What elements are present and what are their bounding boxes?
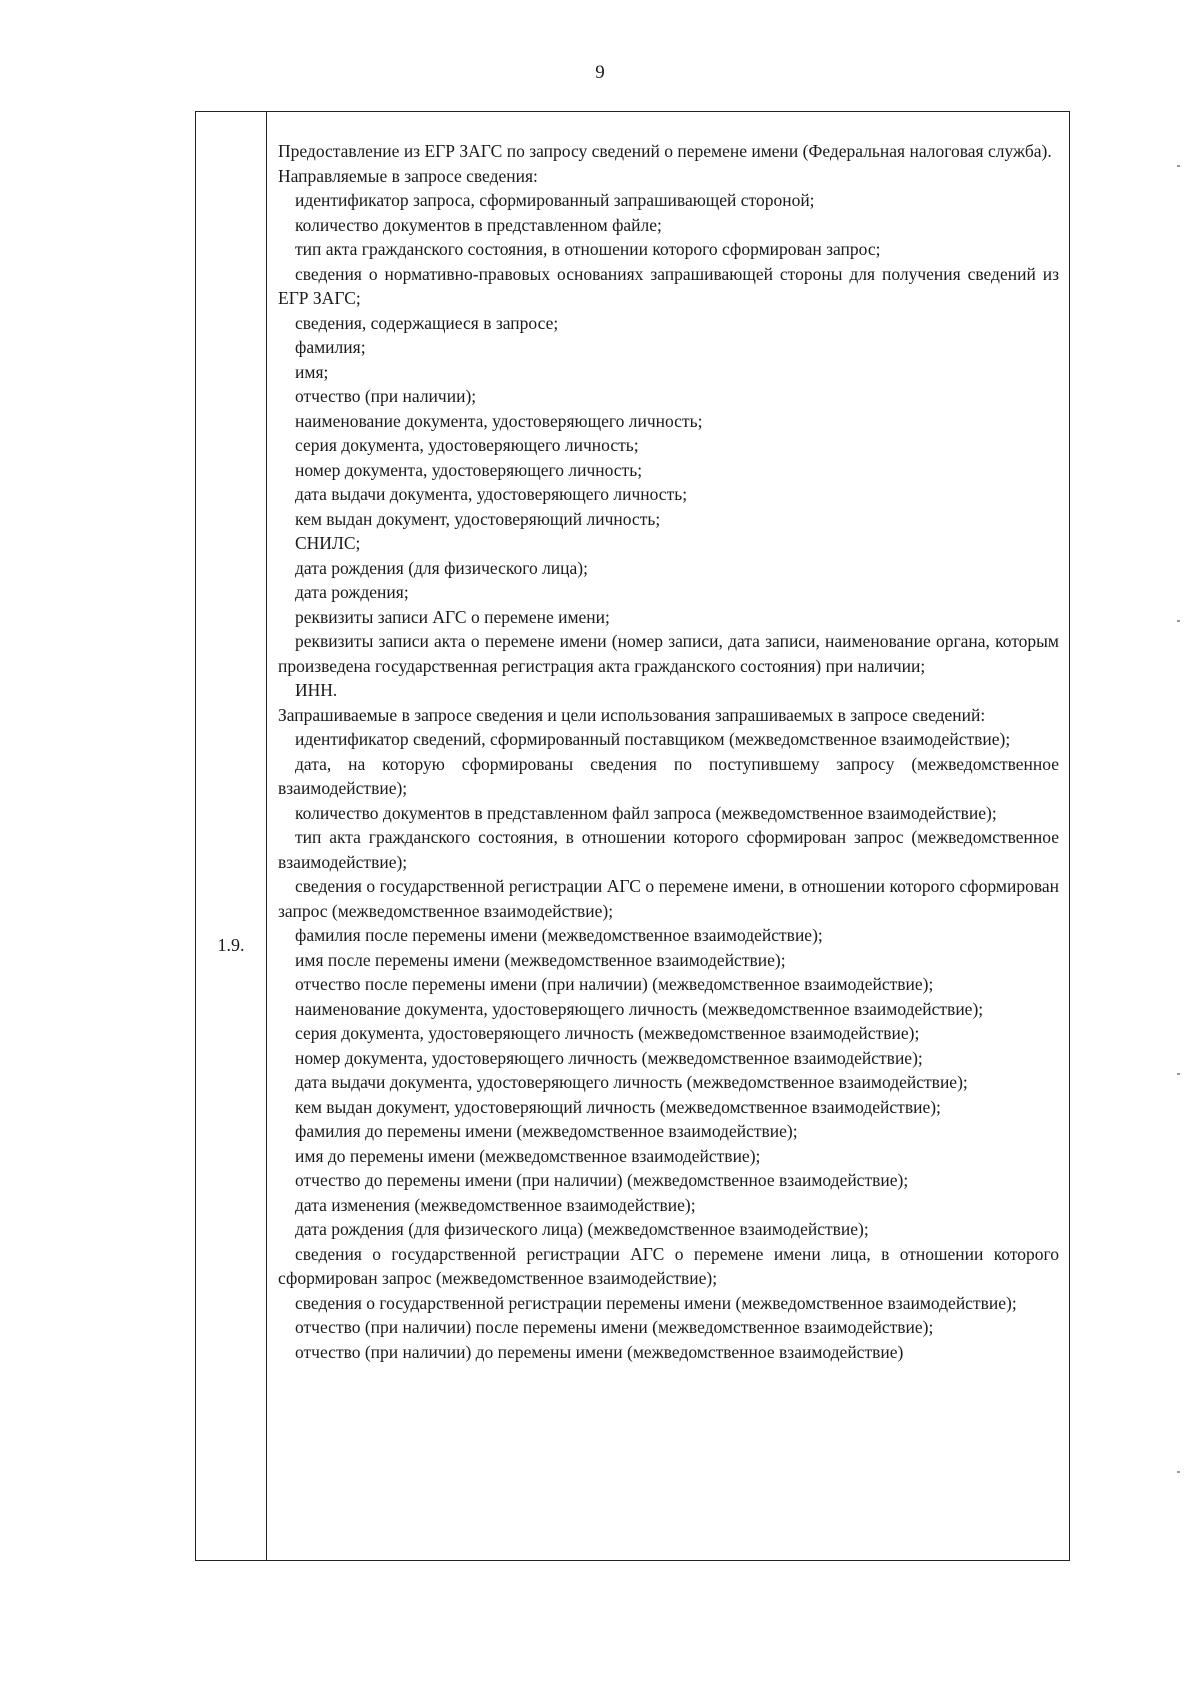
content-paragraph: фамилия после перемены имени (межведомственное взаимодействие);	[295, 925, 823, 945]
content-paragraph: отчество (при наличии) до перемены имени (межведомственное взаимодействие)	[295, 1341, 904, 1362]
content-paragraph: сведения, содержащиеся в запросе;	[295, 312, 559, 333]
content-paragraph: фамилия;	[295, 337, 366, 357]
row-number: 1.9.	[217, 935, 245, 955]
content-paragraph: тип акта гражданского состояния, в отношении которого сформирован запрос (межведомственное взаимодействие);	[278, 827, 1059, 872]
content-paragraph: дата изменения (межведомственное взаимодействие);	[295, 1194, 696, 1215]
row-content	[278, 139, 1059, 1364]
content-paragraph: номер документа, удостоверяющего личность (межведомственное взаимодействие);	[295, 1047, 923, 1068]
content-paragraph: сведения о государственной регистрации перемены имени (межведомственное взаимодействие);	[295, 1292, 1017, 1313]
content-paragraph: сведения о государственной регистрации АГС о перемене имени, в отношении которого сформирован запрос (межведомственное взаимодействие);	[278, 876, 1059, 921]
content-paragraph: реквизиты записи акта о перемене имени (номер записи, дата записи, наименование органа, которым произведена государственная регистрация акта гражданского состояния) при наличии;	[278, 631, 1059, 676]
content-paragraph: количество документов в представленном файл запроса (межведомственное взаимодействие);	[295, 802, 997, 823]
content-paragraph: отчество до перемены имени (при наличии) (межведомственное взаимодействие);	[295, 1170, 909, 1190]
content-paragraph: дата рождения (для физического лица);	[295, 557, 588, 578]
scan-artifact	[1177, 1471, 1180, 1473]
content-paragraph: Направляемые в запросе сведения:	[278, 165, 538, 186]
content-paragraph: дата рождения (для физического лица) (межведомственное взаимодействие);	[295, 1219, 869, 1239]
content-paragraph: отчество (при наличии);	[295, 386, 477, 406]
content-paragraph: дата, на которую сформированы сведения по поступившему запросу (межведомственное взаимодействие);	[278, 753, 1059, 798]
content-paragraph: дата выдачи документа, удостоверяющего личность;	[295, 484, 688, 504]
content-paragraph: наименование документа, удостоверяющего личность;	[295, 410, 703, 431]
content-paragraph: номер документа, удостоверяющего личность;	[295, 459, 643, 480]
page-number: 9	[595, 62, 605, 83]
content-paragraph: дата выдачи документа, удостоверяющего личность (межведомственное взаимодействие);	[295, 1072, 968, 1092]
column-divider	[266, 112, 267, 1560]
content-paragraph: количество документов в представленном файле;	[295, 214, 662, 235]
content-paragraph: отчество после перемены имени (при наличии) (межведомственное взаимодействие);	[295, 974, 934, 994]
content-paragraph: Предоставление из ЕГР ЗАГС по запросу сведений о перемене имени (Федеральная налоговая служба).	[278, 141, 1052, 161]
scan-artifact	[1177, 165, 1180, 167]
content-paragraph: кем выдан документ, удостоверяющий личность;	[295, 508, 661, 529]
content-paragraph: идентификатор запроса, сформированный запрашивающей стороной;	[295, 190, 815, 210]
content-paragraph: кем выдан документ, удостоверяющий личность (межведомственное взаимодействие);	[295, 1096, 941, 1117]
content-paragraph: сведения о нормативно-правовых основаниях запрашивающей стороны для получения сведений из ЕГР ЗАГС;	[278, 263, 1059, 308]
content-paragraph: серия документа, удостоверяющего личность;	[295, 435, 639, 455]
scan-artifact	[1177, 1073, 1180, 1075]
content-paragraph: наименование документа, удостоверяющего личность (межведомственное взаимодействие);	[295, 998, 984, 1019]
content-paragraph: сведения о государственной регистрации АГС о перемене имени лица, в отношении которого сформирован запрос (межведомственное взаимодействие);	[278, 1243, 1059, 1288]
scan-artifact	[1177, 620, 1180, 622]
content-paragraph: ИНН.	[295, 680, 338, 700]
content-paragraph: фамилия до перемены имени (межведомственное взаимодействие);	[295, 1121, 798, 1141]
content-paragraph: реквизиты записи АГС о перемене имени;	[295, 606, 610, 627]
content-paragraph: отчество (при наличии) после перемены имени (межведомственное взаимодействие);	[295, 1317, 934, 1337]
content-paragraph: СНИЛС;	[295, 533, 361, 553]
content-paragraph: серия документа, удостоверяющего личность (межведомственное взаимодействие);	[295, 1023, 920, 1043]
content-paragraph: имя;	[295, 361, 329, 382]
content-paragraph: Запрашиваемые в запросе сведения и цели использования запрашиваемых в запросе сведений:	[278, 704, 986, 725]
content-paragraph: имя после перемены имени (межведомственное взаимодействие);	[295, 949, 786, 970]
content-paragraph: имя до перемены имени (межведомственное взаимодействие);	[295, 1145, 761, 1166]
requirements-table	[195, 111, 1070, 1561]
content-paragraph: тип акта гражданского состояния, в отношении которого сформирован запрос;	[295, 239, 881, 259]
content-paragraph: дата рождения;	[295, 582, 409, 602]
content-paragraph: идентификатор сведений, сформированный поставщиком (межведомственное взаимодействие);	[295, 729, 1011, 749]
